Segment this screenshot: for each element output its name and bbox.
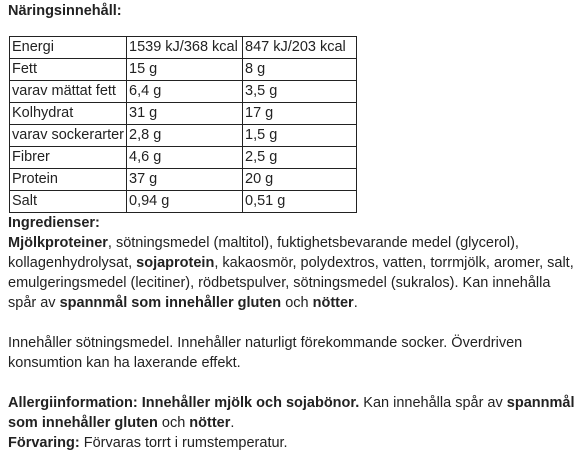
allergy-text-part: och — [157, 415, 190, 431]
nutrition-table — [9, 36, 357, 213]
ingredients-text-part: , sötningsmedel (maltitol), fuktighetsbevarande medel (glycerol), kollagenhydrolysat, — [8, 235, 519, 271]
nutrient-value-per-100g: 37 g — [127, 169, 243, 191]
storage-label: Förvaring: — [8, 435, 80, 451]
storage-information — [8, 433, 580, 453]
ingredient-allergen-soy-protein: sojaprotein — [136, 255, 215, 271]
nutrition-row — [10, 169, 357, 191]
ingredients-text-part: och — [281, 295, 313, 311]
spacer — [8, 313, 583, 333]
nutrition-row — [10, 59, 357, 81]
nutrition-row — [10, 191, 357, 213]
allergy-label: Allergiinformation: Innehåller mjölk och sojabönor. — [8, 395, 360, 411]
allergy-gluten: spannmål som innehåller gluten — [8, 395, 575, 431]
sweetener-note: Innehåller sötningsmedel. Innehåller naturligt förekommande socker. Överdriven konsumtion kan ha laxerande effekt. — [8, 335, 523, 371]
ingredient-allergen-gluten: spannmål som innehåller gluten — [59, 295, 282, 311]
nutrient-name: Kolhydrat — [10, 103, 127, 125]
ingredients-text — [8, 233, 580, 313]
nutrient-value-per-100g: 1539 kJ/368 kcal — [127, 37, 243, 59]
allergy-text-part: Kan innehålla spår av — [359, 395, 507, 411]
ingredients-text-part: . — [353, 295, 358, 311]
nutrition-row — [10, 81, 357, 103]
nutrient-value-per-100g: 31 g — [127, 103, 243, 125]
ingredients-text-part: , kakaosmör, polydextros, vatten, torrmjölk, aromer, salt, emulgeringsmedel (lecitiner), rödbetspulver, sötningsmedel (sukralos). Kan innehålla spår av — [8, 255, 574, 311]
nutrient-name: Fett — [10, 59, 127, 81]
nutrient-name: Protein — [10, 169, 127, 191]
nutrition-title: Näringsinnehåll: — [8, 3, 122, 19]
nutrient-value-per-100g: 6,4 g — [127, 81, 243, 103]
spacer — [8, 373, 583, 393]
nutrition-row — [10, 125, 357, 147]
nutrient-value-per-100g: 0,94 g — [127, 191, 243, 213]
ingredient-allergen-milk-protein: Mjölkproteiner — [8, 235, 108, 251]
nutrient-value-per-100g: 15 g — [127, 59, 243, 81]
nutrient-value-per-portion: 17 g — [243, 103, 357, 125]
nutrient-name: Salt — [10, 191, 127, 213]
nutrition-row — [10, 147, 357, 169]
storage-text: Förvaras torrt i rumstemperatur. — [79, 435, 288, 451]
nutrient-value-per-100g: 4,6 g — [127, 147, 243, 169]
allergy-nuts: nötter — [189, 415, 231, 431]
nutrient-value-per-portion: 847 kJ/203 kcal — [243, 37, 357, 59]
allergy-text-part: . — [230, 415, 235, 431]
ingredients-section — [8, 213, 583, 313]
nutrition-row — [10, 103, 357, 125]
nutrient-name: varav mättat fett — [10, 81, 127, 103]
nutrient-value-per-portion: 2,5 g — [243, 147, 357, 169]
ingredients-heading: Ingredienser: — [8, 215, 100, 231]
nutrient-value-per-portion: 1,5 g — [243, 125, 357, 147]
nutrient-name: Fibrer — [10, 147, 127, 169]
nutrient-value-per-portion: 0,51 g — [243, 191, 357, 213]
nutrient-name: varav sockerarter — [10, 125, 127, 147]
allergy-information — [8, 393, 580, 433]
nutrient-value-per-portion: 8 g — [243, 59, 357, 81]
nutrition-row — [10, 37, 357, 59]
nutrient-value-per-100g: 2,8 g — [127, 125, 243, 147]
nutrient-name: Energi — [10, 37, 127, 59]
ingredient-allergen-nuts: nötter — [312, 295, 354, 311]
nutrition-table-body — [10, 37, 357, 213]
nutrient-value-per-portion: 3,5 g — [243, 81, 357, 103]
nutrient-value-per-portion: 20 g — [243, 169, 357, 191]
